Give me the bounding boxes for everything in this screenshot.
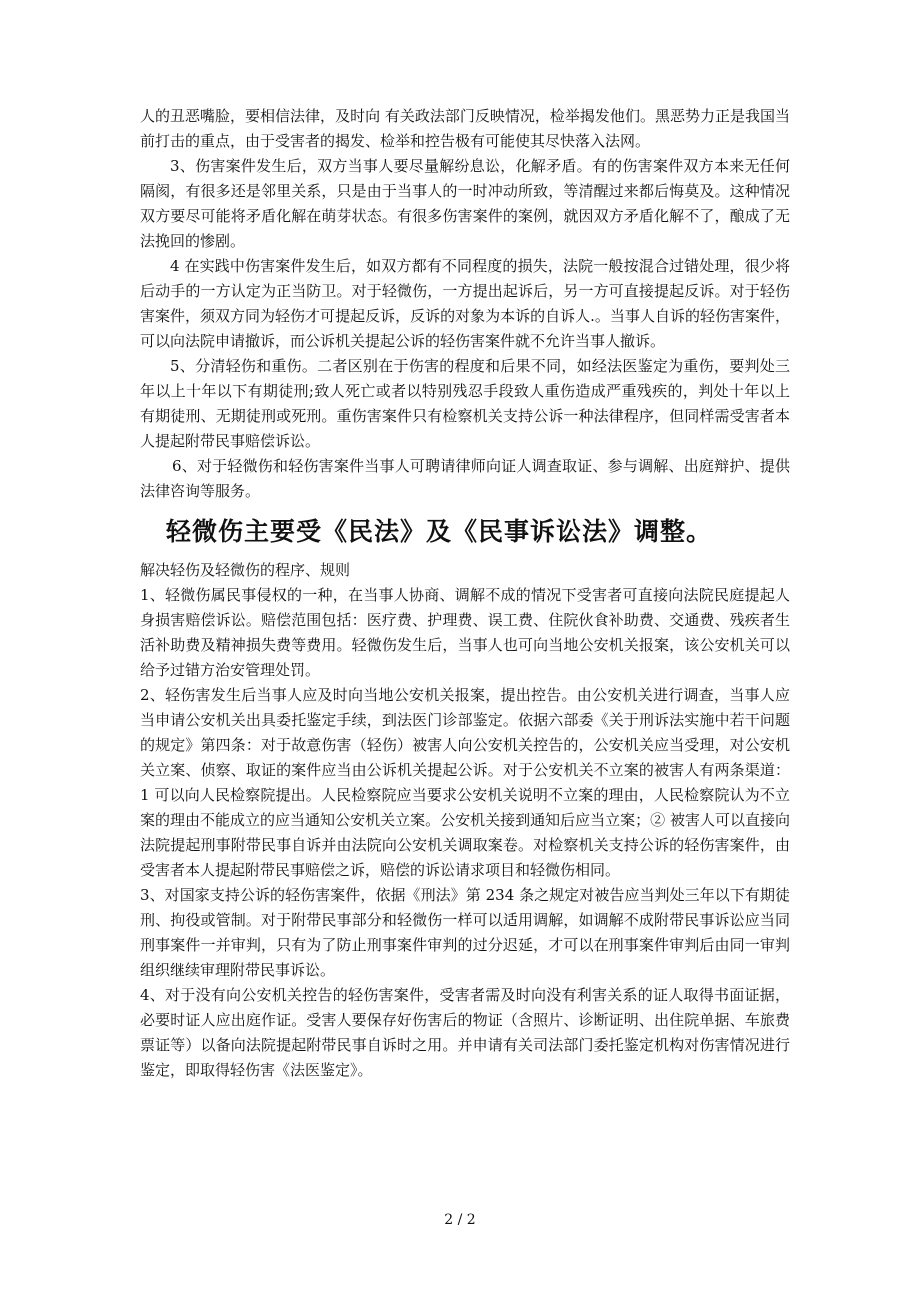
paragraph-item-3: 3、伤害案件发生后，双方当事人要尽量解纷息讼，化解矛盾。有的伤害案件双方本来无任何隔阂，有很多还是邻里关系，只是由于当事人的一时冲动所致，等清醒过来都后悔莫及。这种情况双方要尽可能将矛盾化解在萌芽状态。有很多伤害案件的案例，就因双方矛盾化解不了，酿成了无法挽回的惨剧。	[140, 157, 790, 250]
rule-item-4: 4、对于没有向公安机关控告的轻伤害案件，受害者需及时向没有利害关系的证人取得书面证据，必要时证人应出庭作证。受害人要保存好伤害后的物证（含照片、诊断证明、出住院单据、车旅费票证等）以备向法院提起附带民事自诉时之用。并申请有关司法部门委托鉴定机构对伤害情况进行鉴定，即取得轻伤害《法医鉴定》。	[140, 986, 790, 1079]
paragraph-item-4: 4 在实践中伤害案件发生后，如双方都有不同程度的损失，法院一般按混合过错处理，很少将后动手的一方认定为正当防卫。对于轻微伤，一方提出起诉后，另一方可直接提起反诉。对于轻伤害案件，须双方同为轻伤才可提起反诉，反诉的对象为本诉的自诉人.。当事人自诉的轻伤害案件，可以向法院申请撤诉，而公诉机关提起公诉的轻伤害案件就不允许当事人撤诉。	[140, 257, 790, 350]
section-heading: 轻微伤主要受《民法》及《民事诉讼法》调整。	[166, 517, 713, 546]
rule-item-2: 2、轻伤害发生后当事人应及时向当地公安机关报案，提出控告。由公安机关进行调查，当事人应当申请公安机关出具委托鉴定手续，到法医门诊部鉴定。依据六部委《关于刑诉法实施中若干问题的规定》第四条：对于故意伤害（轻伤）被害人向公安机关控告的，公安机关应当受理，对公安机关立案、侦察、取证的案件应当由公诉机关提起公诉。对于公安机关不立案的被害人有两条渠道：1 可以向人民检察院提出。人民检察院应当要求公安机关说明不立案的理由，人民检察院认为不立案的理由不能成立的应当通知公安机关立案。公安机关接到通知后应当立案；② 被害人可以直接向法院提起刑事附带民事自诉并由法院向公安机关调取案卷。对检察机关支持公诉的轻伤害案件，由受害者本人提起附带民事赔偿之诉，赔偿的诉讼请求项目和轻微伤相同。	[140, 686, 790, 879]
section-subheading: 解决轻伤及轻微伤的程序、规则	[140, 561, 351, 579]
page-number: 2 / 2	[444, 1212, 476, 1228]
rule-item-3: 3、对国家支持公诉的轻伤害案件，依据《刑法》第 234 条之规定对被告应当判处三年以下有期徒刑、拘役或管制。对于附带民事部分和轻微伤一样可以适用调解，如调解不成附带民事诉讼应当同刑事案件一并审判，只有为了防止刑事案件审判的过分迟延，才可以在刑事案件审判后由同一审判组织继续审理附带民事诉讼。	[140, 886, 790, 979]
paragraph-item-6: 6、对于轻微伤和轻伤害案件当事人可聘请律师向证人调查取证、参与调解、出庭辩护、提供法律咨询等服务。	[140, 457, 790, 500]
paragraph-item-5: 5、分清轻伤和重伤。二者区别在于伤害的程度和后果不同，如经法医鉴定为重伤，要判处三年以上十年以下有期徒刑;致人死亡或者以特别残忍手段致人重伤造成严重残疾的，判处十年以上有期徒刑、无期徒刑或死刑。重伤害案件只有检察机关支持公诉一种法律程序，但同样需受害者本人提起附带民事赔偿诉讼。	[140, 357, 790, 450]
document-body	[140, 104, 790, 1083]
rule-item-1: 1、轻微伤属民事侵权的一种，在当事人协商、调解不成的情况下受害者可直接向法院民庭提起人身损害赔偿诉讼。赔偿范围包括：医疗费、护理费、误工费、住院伙食补助费、交通费、残疾者生活补助费及精神损失费等费用。轻微伤发生后，当事人也可向当地公安机关报案，该公安机关可以给予过错方治安管理处罚。	[140, 586, 790, 679]
paragraph-continuation: 人的丑恶嘴脸，要相信法律，及时向 有关政法部门反映情况，检举揭发他们。黑恶势力正是我国当前打击的重点，由于受害者的揭发、检举和控告极有可能使其尽快落入法网。	[140, 107, 790, 150]
